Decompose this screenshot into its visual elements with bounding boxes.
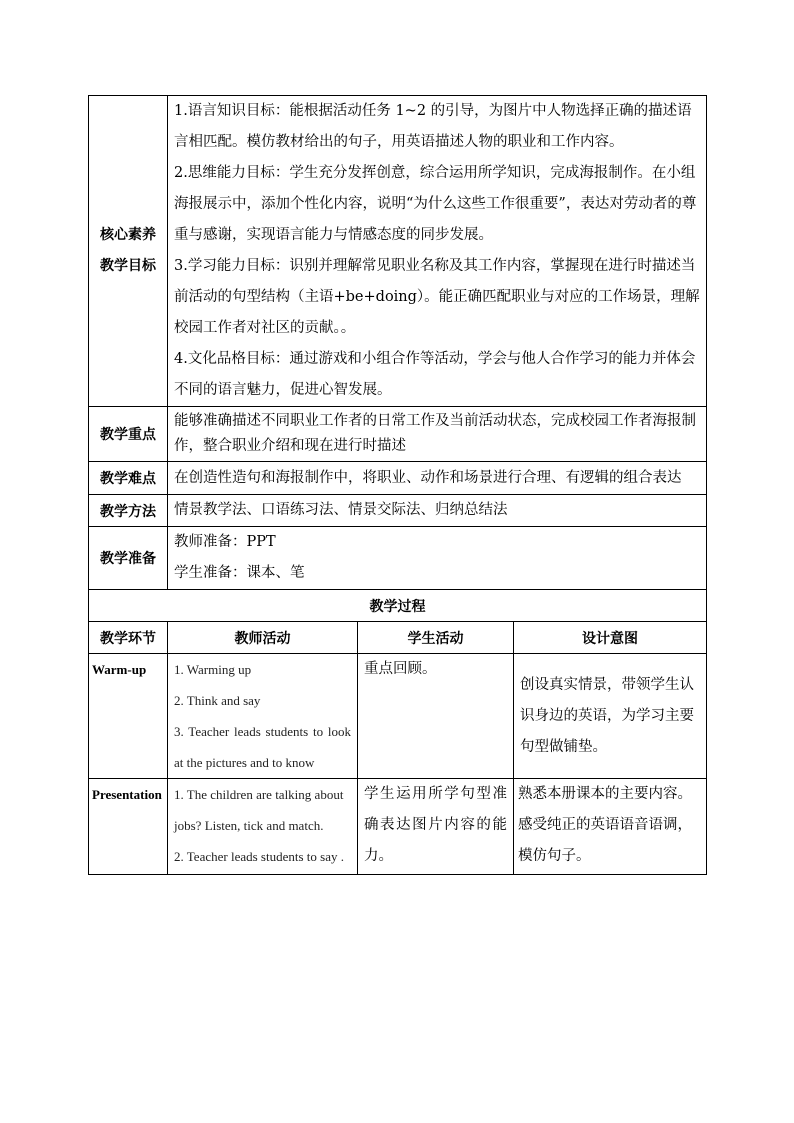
warmup-teacher-item-2: 2. Think and say xyxy=(174,693,261,708)
presentation-design-intent xyxy=(514,779,707,875)
presentation-student-text: 学生运用所学句型准确表达图片内容的能力。 xyxy=(364,786,507,864)
lesson-plan-table xyxy=(88,95,707,875)
warmup-intent-text: 创设真实情景，带领学生认识身边的英语，为学习主要句型做铺垫。 xyxy=(520,676,694,755)
process-title: 教学过程 xyxy=(89,590,707,622)
objectives-label-text: 核心素养 教学目标 xyxy=(100,227,156,274)
difficulties-label: 教学难点 xyxy=(89,462,168,495)
preparation-row xyxy=(89,527,707,590)
teacher-preparation: 教师准备：PPT xyxy=(174,534,276,550)
key-points-content xyxy=(168,407,707,462)
key-points-text: 能够准确描述不同职业工作者的日常工作及当前活动状态，完成校园工作者海报制作，整合职业介绍和现在进行时描述 xyxy=(174,413,696,454)
methods-row xyxy=(89,495,707,527)
warmup-student-text: 重点回顾。 xyxy=(364,661,437,677)
warmup-student-activity xyxy=(358,654,514,779)
difficulties-content xyxy=(168,462,707,495)
methods-text: 情景教学法、口语练习法、情景交际法、归纳总结法 xyxy=(174,502,508,518)
presentation-teacher-activity xyxy=(168,779,358,875)
key-points-label: 教学重点 xyxy=(89,407,168,462)
objective-learning: 3.学习能力目标：识别并理解常见职业名称及其工作内容，掌握现在进行时描述当前活动的句型结构（主语+be+doing）。能正确匹配职业与对应的工作场景，理解校园工作者对社区的贡献。。 xyxy=(174,258,700,336)
objectives-content xyxy=(168,96,707,407)
objectives-label xyxy=(89,96,168,407)
presentation-intent-text: 熟悉本册课本的主要内容。感受纯正的英语语音语调，模仿句子。 xyxy=(518,786,692,864)
header-stage: 教学环节 xyxy=(89,622,168,654)
presentation-teacher-item-1: 1. The children are talking about jobs? Listen, tick and match. xyxy=(174,787,344,833)
header-design-intent: 设计意图 xyxy=(514,622,707,654)
difficulties-text: 在创造性造句和海报制作中，将职业、动作和场景进行合理、有逻辑的组合表达 xyxy=(174,470,682,486)
warmup-teacher-item-3: 3. Teacher leads students to look at the pictures and to know xyxy=(174,724,351,770)
presentation-teacher-item-2: 2. Teacher leads students to say . xyxy=(174,849,344,864)
process-row-presentation xyxy=(89,779,707,875)
difficulties-row xyxy=(89,462,707,495)
objective-language: 1.语言知识目标：能根据活动任务 1~2 的引导，为图片中人物选择正确的描述语言相匹配。模仿教材给出的句子，用英语描述人物的职业和工作内容。 xyxy=(174,103,692,150)
methods-content xyxy=(168,495,707,527)
warmup-design-intent xyxy=(514,654,707,779)
stage-warmup: Warm-up xyxy=(89,654,168,779)
objective-thinking: 2.思维能力目标：学生充分发挥创意，综合运用所学知识，完成海报制作。在小组海报展示中，添加个性化内容，说明“为什么这些工作很重要”，表达对劳动者的尊重与感谢，实现语言能力与情感态度的同步发展。 xyxy=(174,165,697,243)
objectives-row xyxy=(89,96,707,407)
key-points-row xyxy=(89,407,707,462)
methods-label: 教学方法 xyxy=(89,495,168,527)
header-student-activity: 学生活动 xyxy=(358,622,514,654)
process-row-warmup xyxy=(89,654,707,779)
lesson-plan-page xyxy=(88,95,706,875)
stage-presentation: Presentation xyxy=(89,779,168,875)
objective-culture: 4.文化品格目标：通过游戏和小组合作等活动，学会与他人合作学习的能力并体会不同的语言魅力，促进心智发展。 xyxy=(174,351,696,398)
presentation-student-activity xyxy=(358,779,514,875)
process-title-row xyxy=(89,590,707,622)
preparation-label: 教学准备 xyxy=(89,527,168,590)
header-teacher-activity: 教师活动 xyxy=(168,622,358,654)
warmup-teacher-activity xyxy=(168,654,358,779)
warmup-teacher-item-1: 1. Warming up xyxy=(174,662,252,677)
student-preparation: 学生准备：课本、笔 xyxy=(174,565,305,581)
preparation-content xyxy=(168,527,707,590)
process-header-row xyxy=(89,622,707,654)
